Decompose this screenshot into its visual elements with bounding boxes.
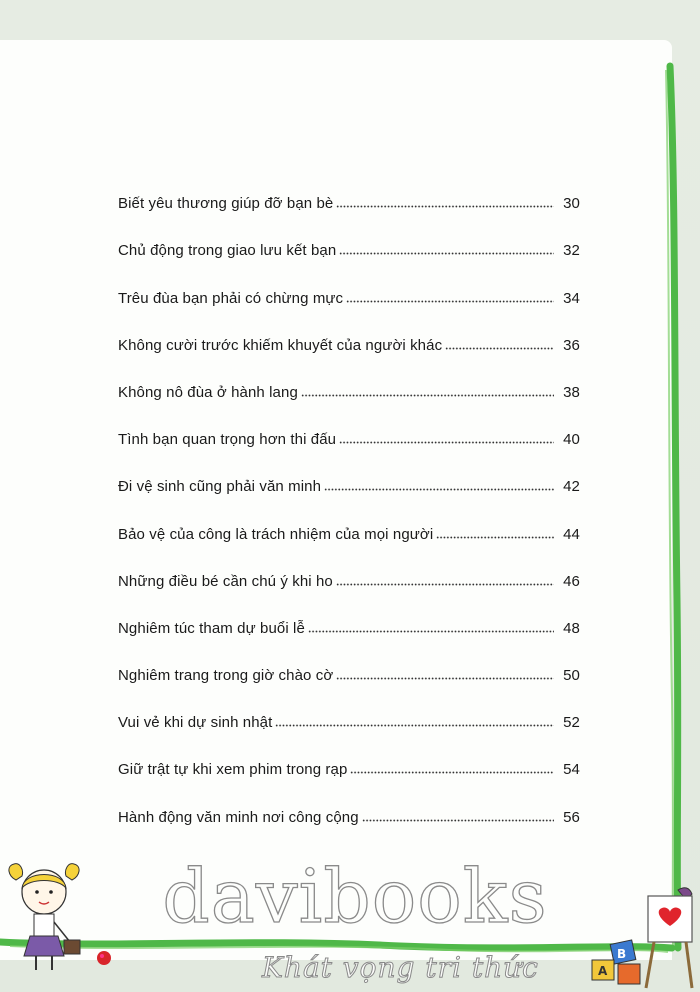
toc-entry[interactable] bbox=[118, 731, 580, 778]
svg-text:B: B bbox=[617, 947, 627, 961]
toc-dot-leader bbox=[324, 488, 554, 491]
toc-entry-page: 46 bbox=[563, 572, 580, 590]
toc-entry-page: 30 bbox=[563, 195, 580, 213]
toc-entry-page: 50 bbox=[563, 667, 580, 685]
toc-entry-page: 34 bbox=[563, 289, 580, 307]
toc-entry-page: 32 bbox=[563, 242, 580, 260]
toc-entry[interactable] bbox=[118, 354, 580, 401]
toc-dot-leader bbox=[436, 536, 554, 539]
toc-entry-title: Chủ động trong giao lưu kết bạn bbox=[118, 242, 337, 260]
toc-entry[interactable] bbox=[118, 590, 580, 637]
toc-entry[interactable] bbox=[118, 495, 580, 542]
toc-entry[interactable] bbox=[118, 212, 580, 259]
toc-entry[interactable] bbox=[118, 165, 580, 212]
toc-dot-leader bbox=[336, 205, 554, 208]
toc-entry[interactable] bbox=[118, 778, 580, 825]
toc-entry-title: Giữ trật tự khi xem phim trong rạp bbox=[118, 761, 348, 779]
toc-entry-title: Không nô đùa ở hành lang bbox=[118, 383, 298, 401]
toc-entry-title: Những điều bé cần chú ý khi ho bbox=[118, 572, 333, 590]
toc-entry-page: 44 bbox=[563, 525, 580, 543]
girl-illustration bbox=[6, 862, 118, 977]
toc-entry-page: 36 bbox=[563, 336, 580, 354]
toc-entry[interactable] bbox=[118, 259, 580, 306]
toc-dot-leader bbox=[336, 677, 554, 680]
brand-tagline: Khát vọng tri thức bbox=[262, 951, 539, 984]
toc-entry-title: Đi vệ sinh cũng phải văn minh bbox=[118, 478, 322, 496]
toc-entry-title: Nghiêm túc tham dự buổi lễ bbox=[118, 619, 305, 637]
toc-dot-leader bbox=[362, 819, 554, 822]
toc-entry-page: 40 bbox=[563, 431, 580, 449]
toc-dot-leader bbox=[445, 347, 554, 350]
toc-dot-leader bbox=[275, 724, 554, 727]
toc-dot-leader bbox=[339, 441, 554, 444]
toc-entry-title: Hành động văn minh nơi công cộng bbox=[118, 808, 359, 826]
toc-entry-page: 56 bbox=[563, 808, 580, 826]
toc-dot-leader bbox=[336, 583, 554, 586]
toc-entry-title: Biết yêu thương giúp đỡ bạn bè bbox=[118, 195, 334, 213]
toc-entry-page: 54 bbox=[563, 761, 580, 779]
easel-blocks-illustration bbox=[584, 880, 700, 992]
toc-entry-title: Trêu đùa bạn phải có chừng mực bbox=[118, 289, 344, 307]
toc-entry[interactable] bbox=[118, 307, 580, 354]
toc-entry[interactable] bbox=[118, 401, 580, 448]
toc-entry-title: Bảo vệ của công là trách nhiệm của mọi người bbox=[118, 525, 434, 543]
table-of-contents bbox=[118, 165, 580, 826]
toc-dot-leader bbox=[301, 394, 554, 397]
svg-text:A: A bbox=[598, 964, 608, 978]
toc-entry-page: 38 bbox=[563, 383, 580, 401]
toc-dot-leader bbox=[339, 252, 554, 255]
toc-dot-leader bbox=[346, 300, 554, 303]
toc-entry-title: Không cười trước khiếm khuyết của người khác bbox=[118, 336, 443, 354]
toc-entry-title: Tình bạn quan trọng hơn thi đấu bbox=[118, 431, 337, 449]
toc-entry-page: 52 bbox=[563, 714, 580, 732]
toc-entry-title: Nghiêm trang trong giờ chào cờ bbox=[118, 667, 334, 685]
toc-entry-page: 42 bbox=[563, 478, 580, 496]
toc-entry[interactable] bbox=[118, 684, 580, 731]
toc-entry[interactable] bbox=[118, 637, 580, 684]
toc-entry[interactable] bbox=[118, 448, 580, 495]
toc-dot-leader bbox=[308, 630, 554, 633]
toc-entry-page: 48 bbox=[563, 619, 580, 637]
brand-watermark: davibooks bbox=[162, 854, 548, 940]
toc-entry[interactable] bbox=[118, 543, 580, 590]
toc-dot-leader bbox=[350, 771, 554, 774]
toc-entry-title: Vui vẻ khi dự sinh nhật bbox=[118, 714, 273, 732]
